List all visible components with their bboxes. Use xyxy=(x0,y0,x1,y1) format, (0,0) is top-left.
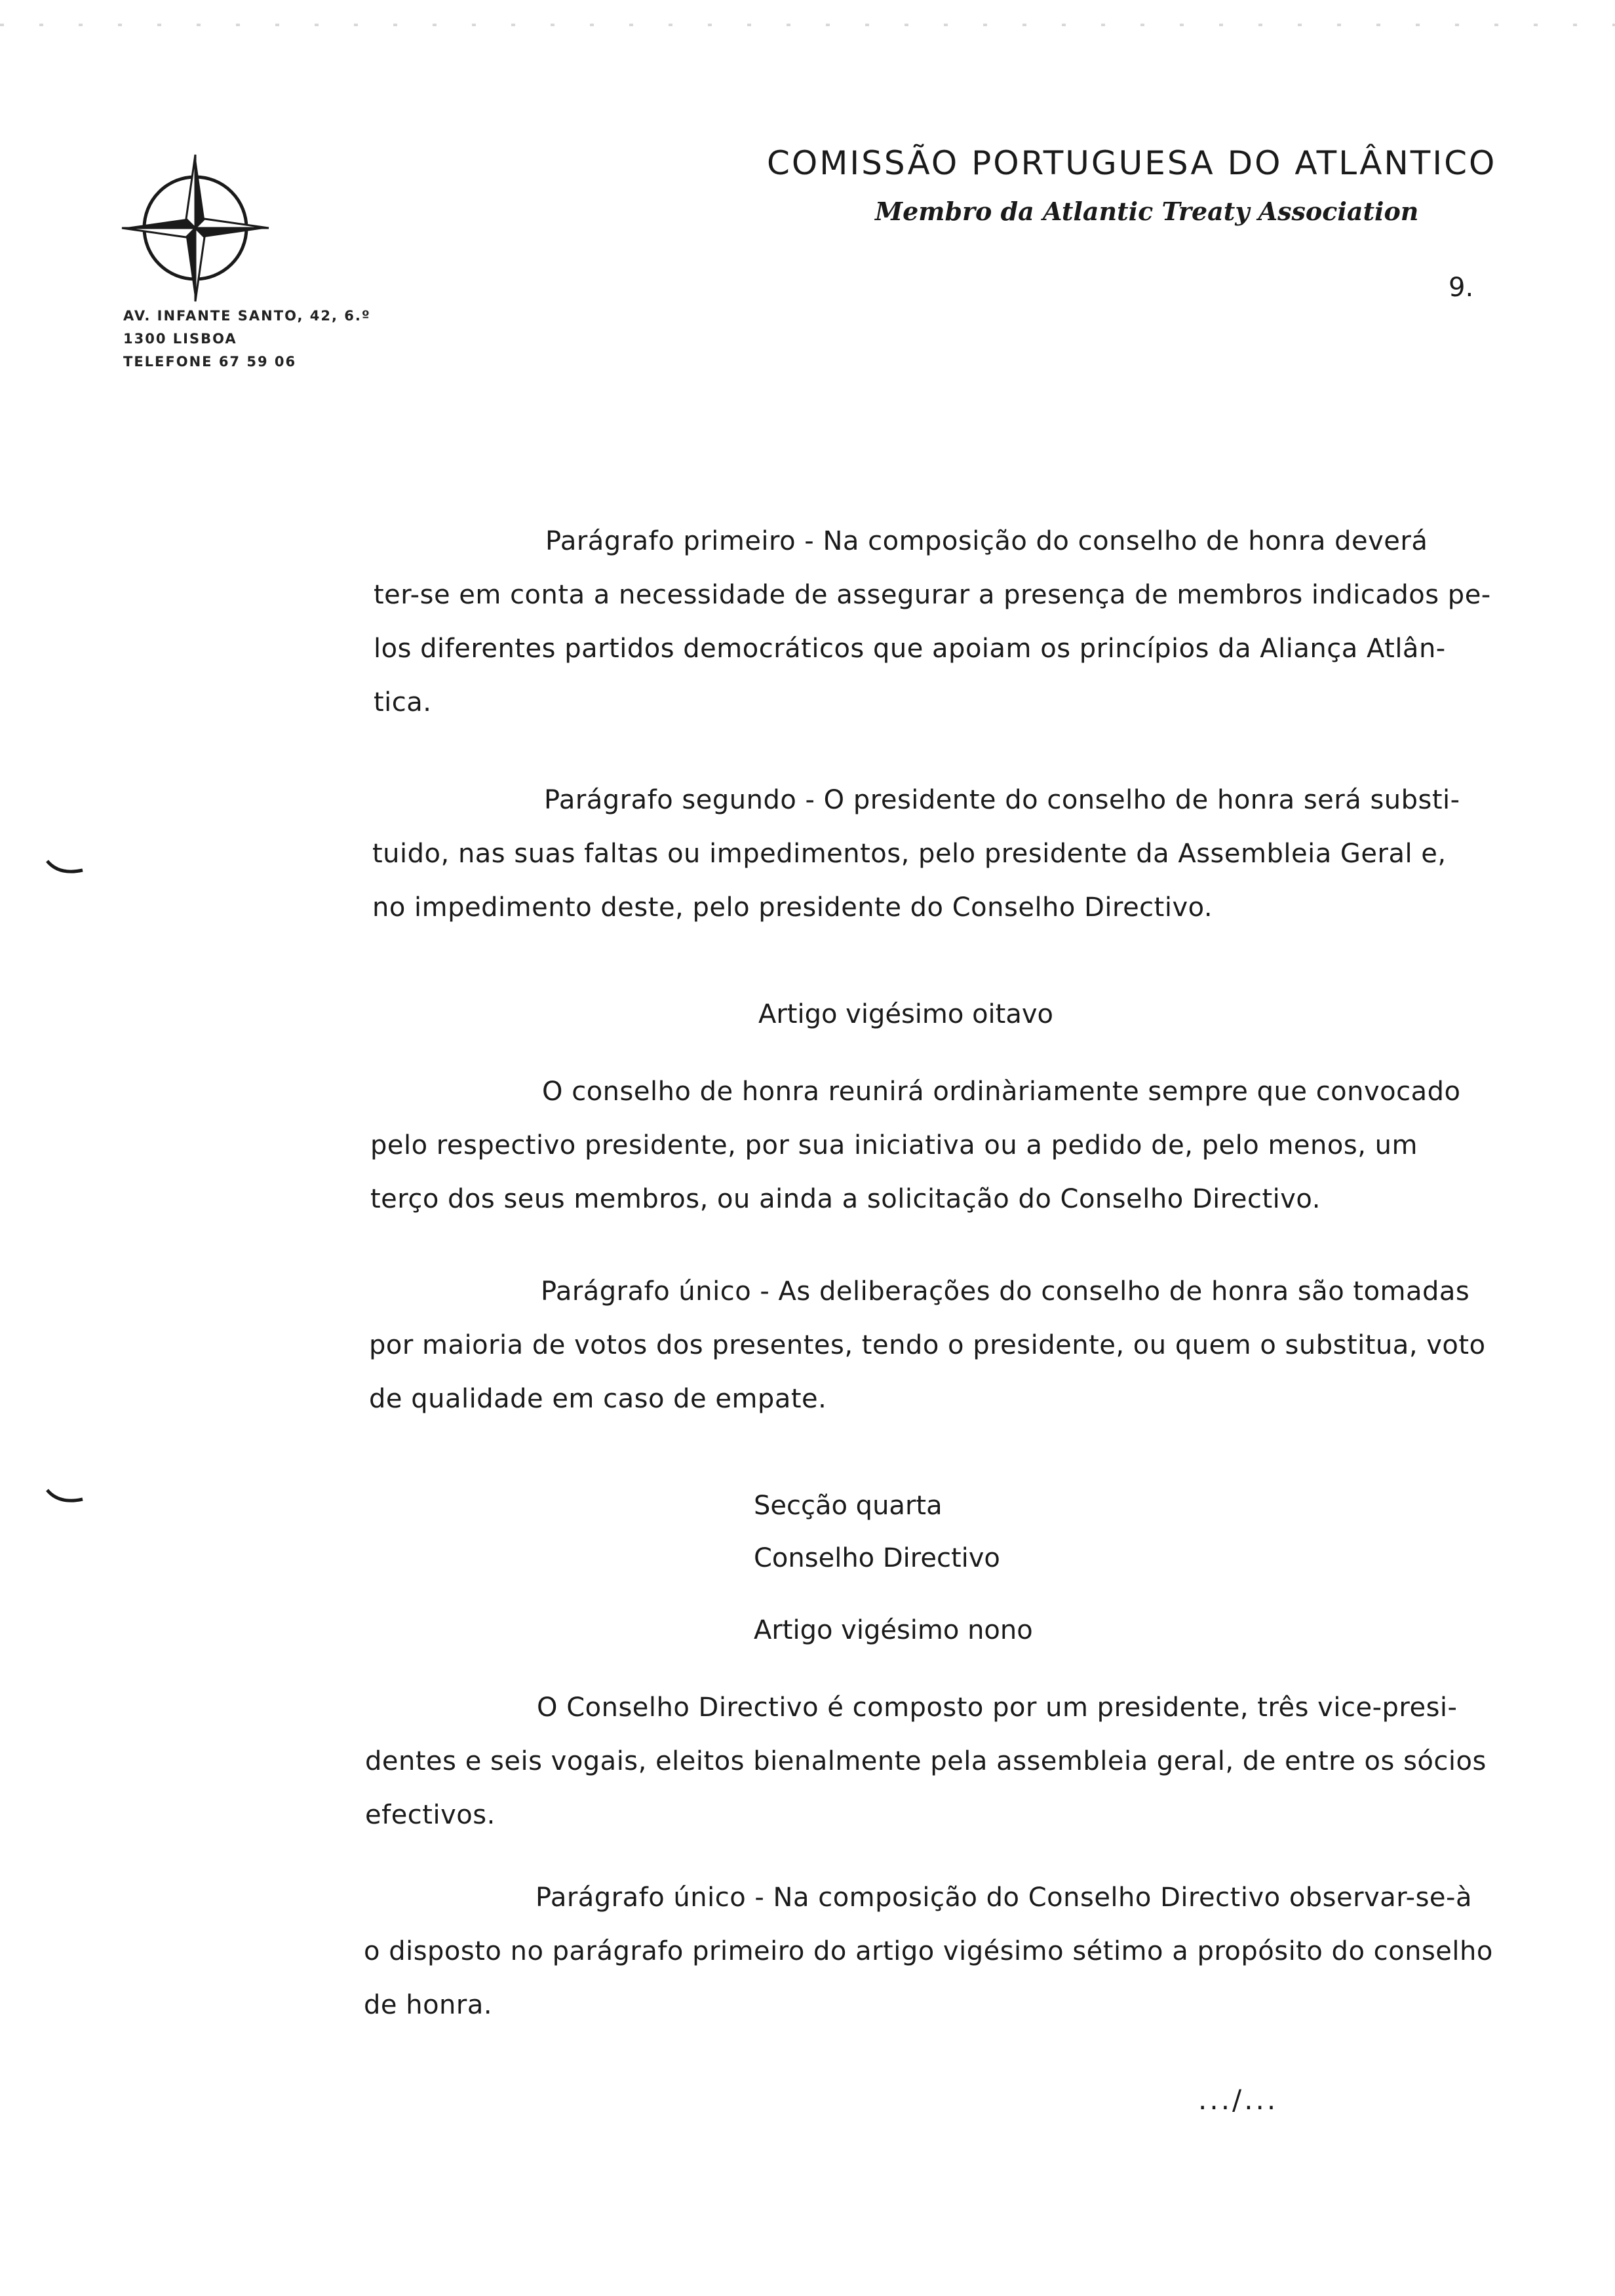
page-number: 9. xyxy=(1449,273,1474,303)
address-street: AV. INFANTE SANTO, 42, 6.º xyxy=(123,308,371,324)
paragraph-first xyxy=(374,514,1491,729)
address-phone: TELEFONE 67 59 06 xyxy=(123,354,297,370)
punch-hole-mark xyxy=(46,1487,85,1507)
text-line: por maioria de votos dos presentes, tendo o presidente, ou quem o substitua, voto xyxy=(369,1330,1486,1360)
text-line: de qualidade em caso de empate. xyxy=(369,1384,827,1414)
section-subheading: Conselho Directivo xyxy=(754,1543,1000,1573)
scan-artifact-line xyxy=(0,24,1615,26)
text-line: Parágrafo único - Na composição do Conselho Directivo observar-se-à xyxy=(535,1883,1472,1913)
text-line: tuido, nas suas faltas ou impedimentos, pelo presidente da Assembleia Geral e, xyxy=(372,839,1447,869)
address-city: 1300 LISBOA xyxy=(123,331,237,347)
continuation-marker: .../... xyxy=(1198,2084,1279,2116)
text-line: Parágrafo único - As deliberações do conselho de honra são tomadas xyxy=(541,1276,1470,1307)
punch-hole-mark xyxy=(46,858,85,878)
text-line: o disposto no parágrafo primeiro do artigo vigésimo sétimo a propósito do conselho xyxy=(364,1936,1493,1966)
text-line: no impedimento deste, pelo presidente do Conselho Directivo. xyxy=(372,892,1213,923)
section-heading: Secção quarta xyxy=(754,1491,943,1521)
text-line: ter-se em conta a necessidade de assegurar a presença de membros indicados pe- xyxy=(374,580,1491,610)
text-line: pelo respectivo presidente, por sua iniciativa ou a pedido de, pelo menos, um xyxy=(370,1130,1418,1160)
organization-subtitle: Membro da Atlantic Treaty Association xyxy=(875,197,1419,226)
organization-title: COMISSÃO PORTUGUESA DO ATLÂNTICO xyxy=(767,144,1497,182)
text-line: terço dos seus membros, ou ainda a solicitação do Conselho Directivo. xyxy=(370,1184,1321,1214)
article-heading: Artigo vigésimo oitavo xyxy=(758,999,1053,1029)
paragraph-unico-29 xyxy=(364,1871,1493,2032)
article-heading: Artigo vigésimo nono xyxy=(754,1615,1033,1645)
text-line: O Conselho Directivo é composto por um presidente, três vice-presi- xyxy=(537,1693,1458,1723)
text-line: los diferentes partidos democráticos que apoiam os princípios da Aliança Atlân- xyxy=(374,634,1446,664)
text-line: Parágrafo primeiro - Na composição do conselho de honra deverá xyxy=(545,526,1428,556)
paragraph-unico-28 xyxy=(369,1265,1486,1426)
text-line: dentes e seis vogais, eleitos bienalmente pela assembleia geral, de entre os sócios xyxy=(365,1746,1487,1776)
text-line: O conselho de honra reunirá ordinàriamente sempre que convocado xyxy=(542,1077,1461,1107)
text-line: de honra. xyxy=(364,1990,493,2020)
nato-compass-rose-icon xyxy=(117,149,274,307)
paragraph-second xyxy=(372,773,1460,934)
paragraph-article-29 xyxy=(365,1681,1487,1842)
letterhead-address xyxy=(123,305,371,373)
text-line: tica. xyxy=(374,687,432,718)
paragraph-article-28 xyxy=(370,1065,1461,1226)
text-line: Parágrafo segundo - O presidente do conselho de honra será substi- xyxy=(544,785,1460,815)
text-line: efectivos. xyxy=(365,1800,496,1830)
